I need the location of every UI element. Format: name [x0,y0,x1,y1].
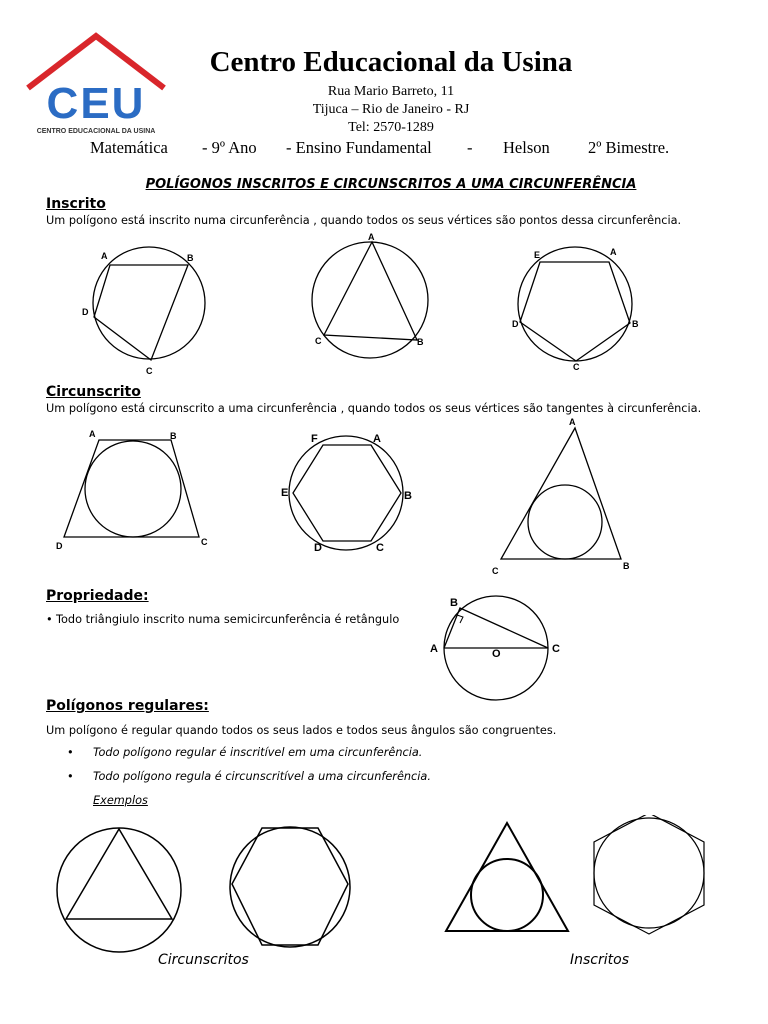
inscribed-pentagon [518,247,632,361]
term: 2º Bimestre. [588,138,670,157]
propriedade-bullet: • [46,613,53,626]
logo-text: CEU [46,79,146,128]
vertex-label: B [187,253,194,263]
vertex-label: E [534,250,541,260]
example-hexagon-circle [594,815,704,934]
vertex-label: B [404,490,412,502]
address-line1: Rua Mario Barreto, 11 [327,84,455,99]
example-circle-triangle [57,828,181,952]
semicircle-figure [420,588,580,706]
vertex-label: C [315,336,322,346]
vertex-label: A [610,247,617,257]
regular-polygon-examples [0,815,768,955]
circumscribed-figures [0,415,768,580]
vertex-label: D [512,319,519,329]
page-title: POLÍGONOS INSCRITOS E CIRCUNSCRITOS A UMA CIRCUNFERÊNCIA [145,177,637,192]
vertex-label: B [417,337,424,347]
circumscribed-hexagon [289,436,403,550]
regulares-bullet-2: Todo polígono regula é circunscritível a uma circunferência. [93,770,431,783]
separator-dash: - [467,138,473,157]
circumscribed-trapezoid [64,440,199,537]
propriedade-heading: Propriedade: [46,588,149,604]
vertex-label: C [552,643,560,655]
regulares-heading: Polígonos regulares: [46,698,209,714]
bullet-symbol: • [67,770,74,783]
vertex-label: F [311,433,318,445]
center-label: O [492,648,501,660]
school-level: - Ensino Fundamental [286,138,432,157]
vertex-label: A [569,417,576,427]
examples-label: Exemplos [93,794,148,807]
inscrito-heading: Inscrito [46,196,106,212]
inscribed-triangle [312,242,428,358]
vertex-label: C [146,366,153,376]
inscribed-quadrilateral [93,247,205,360]
inscribed-figures [0,228,768,378]
vertex-label: D [314,542,322,554]
regulares-text: Um polígono é regular quando todos os seus lados e todos seus ângulos são congruentes. [46,724,557,737]
vertex-label: B [450,597,458,609]
vertex-label: D [56,541,63,551]
vertex-label: B [632,319,639,329]
propriedade-text: Todo triângiulo inscrito numa semicircunferência é retângulo [56,613,400,626]
vertex-label: D [82,307,89,317]
vertex-label: B [170,431,177,441]
example-triangle-circle [446,823,568,931]
vertex-label: A [430,643,438,655]
school-name: Centro Educacional da Usina [209,46,573,78]
inscrito-text: Um polígono está inscrito numa circunferência , quando todos os seus vértices são pontos dessa circunferência. [46,214,682,227]
vertex-label: C [376,542,384,554]
vertex-label: A [89,429,96,439]
subject: Matemática [90,138,168,157]
vertex-label: A [101,251,108,261]
example-circle-hexagon [230,827,350,947]
bullet-symbol: • [67,746,74,759]
regulares-bullet-1: Todo polígono regular é inscritível em uma circunferência. [93,746,423,759]
vertex-label: B [623,561,630,571]
vertex-label: C [492,566,499,576]
teacher-name: Helson [503,138,550,157]
caption-inscritos: Inscritos [570,952,629,968]
address-line2: Tijuca – Rio de Janeiro - RJ [312,102,470,117]
circumscribed-triangle [501,428,621,559]
circunscrito-text: Um polígono está circunscrito a uma circunferência , quando todos os seus vértices são tangentes à circunferência. [46,402,702,415]
caption-circunscritos: Circunscritos [158,952,249,968]
vertex-label: E [281,487,289,499]
vertex-label: C [201,537,208,547]
school-year: - 9º Ano [202,138,257,157]
vertex-label: C [573,362,580,372]
vertex-label: A [368,232,375,242]
circunscrito-heading: Circunscrito [46,384,141,400]
logo-subtitle: CENTRO EDUCACIONAL DA USINA [36,128,156,135]
vertex-label: A [373,433,381,445]
phone: Tel: 2570-1289 [348,120,434,135]
